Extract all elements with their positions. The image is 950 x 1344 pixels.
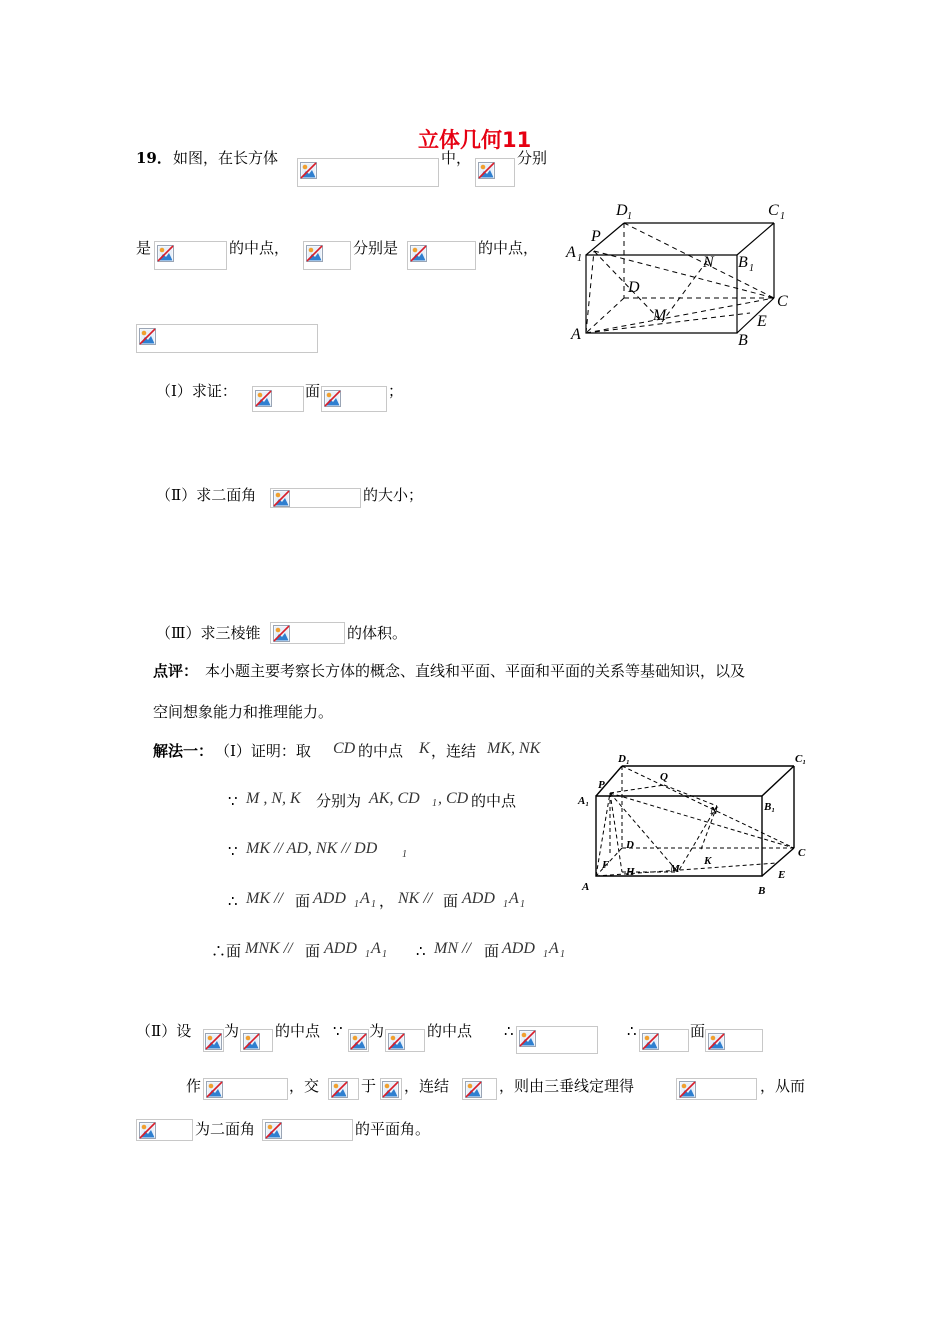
problem-number: 19． bbox=[136, 149, 172, 167]
label-m: M bbox=[670, 863, 680, 875]
math-expr: K bbox=[419, 740, 430, 757]
broken-image-icon bbox=[642, 1033, 659, 1050]
label-c1-sub: 1 bbox=[780, 211, 785, 222]
solution-text: ，从而 bbox=[760, 1077, 806, 1095]
page-title: 立体几何11 bbox=[418, 128, 532, 152]
math-expr: MK, NK bbox=[487, 740, 541, 757]
label-e: E bbox=[757, 313, 767, 330]
label-c1: C bbox=[768, 202, 779, 219]
part-3-label: （Ⅲ）求三棱锥 bbox=[156, 624, 261, 642]
problem-text: 的中点， bbox=[229, 239, 290, 257]
math-subscript: 1 bbox=[560, 949, 565, 960]
formula-image bbox=[321, 386, 387, 412]
formula-image bbox=[203, 1078, 288, 1100]
label-c: C bbox=[777, 293, 788, 310]
label-b1: B bbox=[738, 254, 748, 271]
math-subscript: 1 bbox=[503, 899, 508, 910]
broken-image-icon bbox=[273, 625, 290, 642]
solution-text: ∴面 bbox=[211, 942, 242, 960]
formula-image bbox=[639, 1029, 689, 1052]
formula-image bbox=[136, 1119, 193, 1141]
solution-label: 解法一： bbox=[153, 742, 214, 760]
broken-image-icon bbox=[350, 1033, 367, 1050]
solution-text: ，交 bbox=[289, 1077, 320, 1095]
cuboid-figure-1 bbox=[560, 195, 800, 350]
math-expr: MK // AD, NK // DD bbox=[246, 840, 378, 857]
label-d1-sub: 1 bbox=[627, 211, 632, 222]
formula-image bbox=[348, 1029, 369, 1052]
math-expr: A bbox=[371, 940, 381, 957]
solution-text: 的中点 bbox=[471, 792, 517, 810]
label-b1-sub: 1 bbox=[749, 263, 754, 274]
formula-image bbox=[328, 1078, 359, 1100]
label-p: P bbox=[598, 779, 605, 791]
formula-image bbox=[462, 1078, 497, 1100]
formula-image bbox=[136, 324, 318, 353]
solution-text: 为 bbox=[224, 1022, 240, 1040]
label-a1: A bbox=[566, 244, 576, 261]
label-b: B bbox=[738, 332, 748, 349]
solution-text: ∵ bbox=[228, 842, 238, 860]
formula-image bbox=[705, 1029, 763, 1052]
solution-text: 于 bbox=[361, 1077, 377, 1095]
formula-image bbox=[252, 386, 304, 412]
math-expr: A bbox=[509, 890, 519, 907]
math-subscript: 1 bbox=[520, 899, 525, 910]
solution-text: 面 bbox=[295, 892, 311, 910]
broken-image-icon bbox=[331, 1081, 348, 1098]
broken-image-icon bbox=[243, 1033, 260, 1050]
label-b1: B₁ bbox=[764, 801, 776, 813]
math-expr: MNK // bbox=[245, 940, 293, 957]
math-subscript: 1 bbox=[354, 899, 359, 910]
formula-image bbox=[270, 488, 361, 508]
part-1-text: 面 bbox=[305, 382, 321, 400]
math-expr: A bbox=[360, 890, 370, 907]
solution-text: （Ⅱ）设 bbox=[136, 1022, 192, 1040]
math-subscript: 1 bbox=[432, 798, 437, 809]
math-subscript: 1 bbox=[365, 949, 370, 960]
solution-text: （Ⅰ）证明：取 bbox=[215, 742, 311, 760]
solution-text: ∴ bbox=[627, 1022, 637, 1040]
label-a: A bbox=[571, 326, 581, 343]
broken-image-icon bbox=[139, 328, 156, 345]
solution-text: ∴ bbox=[504, 1022, 514, 1040]
label-a: A bbox=[582, 881, 590, 893]
solution-text: ，则由三垂线定理得 bbox=[499, 1077, 635, 1095]
solution-text: 的平面角。 bbox=[355, 1120, 431, 1138]
broken-image-icon bbox=[255, 390, 272, 407]
part-3-text: 的体积。 bbox=[347, 624, 408, 642]
solution-text: 作 bbox=[186, 1077, 202, 1095]
formula-image bbox=[516, 1026, 598, 1054]
broken-image-icon bbox=[306, 245, 323, 262]
label-c1: C₁ bbox=[795, 753, 807, 765]
math-expr: MK // bbox=[246, 890, 283, 907]
solution-text: ∴ bbox=[416, 942, 426, 960]
solution-text: 面 bbox=[443, 892, 459, 910]
broken-image-icon bbox=[519, 1030, 536, 1047]
solution-text: 为二面角 bbox=[195, 1120, 256, 1138]
broken-image-icon bbox=[708, 1033, 725, 1050]
label-n: N bbox=[710, 805, 718, 817]
label-a1-sub: 1 bbox=[577, 253, 582, 264]
part-1-label: （Ⅰ）求证： bbox=[156, 382, 237, 400]
math-expr: NK // bbox=[398, 890, 433, 907]
part-2-label: （Ⅱ）求二面角 bbox=[156, 486, 257, 504]
problem-text: 的中点， bbox=[478, 239, 539, 257]
math-subscript: 1 bbox=[402, 849, 407, 860]
formula-image bbox=[297, 158, 439, 187]
solution-text: 面 bbox=[484, 942, 500, 960]
math-expr: , CD bbox=[438, 790, 469, 807]
label-m: M bbox=[653, 307, 667, 324]
problem-text: 是 bbox=[136, 239, 152, 257]
broken-image-icon bbox=[324, 390, 341, 407]
solution-text: 的中点 bbox=[427, 1022, 473, 1040]
part-1-text: ； bbox=[388, 382, 404, 400]
comment-text: 空间想象能力和推理能力。 bbox=[153, 703, 334, 721]
solution-text: ∴ bbox=[228, 892, 238, 910]
label-f: F bbox=[602, 859, 610, 871]
math-expr: A bbox=[549, 940, 559, 957]
formula-image bbox=[240, 1029, 273, 1052]
label-d: D bbox=[626, 839, 634, 851]
cuboid-figure-2 bbox=[572, 748, 812, 898]
math-subscript: 1 bbox=[371, 899, 376, 910]
formula-image bbox=[407, 241, 476, 270]
formula-image bbox=[203, 1029, 224, 1052]
broken-image-icon bbox=[139, 1122, 156, 1139]
solution-text: 面 bbox=[305, 942, 321, 960]
solution-text: ∵ bbox=[333, 1022, 343, 1040]
label-q: Q bbox=[660, 771, 668, 783]
math-expr: AK, CD bbox=[369, 790, 420, 807]
label-d1: D bbox=[616, 202, 628, 219]
solution-text: 面 bbox=[690, 1022, 706, 1040]
solution-text: 的中点 bbox=[358, 742, 404, 760]
problem-text: 中， bbox=[441, 149, 472, 167]
broken-image-icon bbox=[265, 1122, 282, 1139]
broken-image-icon bbox=[410, 245, 427, 262]
label-e: E bbox=[778, 869, 786, 881]
math-subscript: 1 bbox=[382, 949, 387, 960]
formula-image bbox=[676, 1078, 757, 1100]
label-p: P bbox=[591, 228, 601, 245]
solution-text: 的中点 bbox=[275, 1022, 321, 1040]
label-k: K bbox=[704, 855, 712, 867]
solution-text: 为 bbox=[369, 1022, 385, 1040]
solution-text: ∵ bbox=[228, 792, 238, 810]
formula-image bbox=[270, 622, 345, 644]
math-subscript: 1 bbox=[543, 949, 548, 960]
label-c: C bbox=[798, 847, 806, 859]
solution-text: ，连结 bbox=[404, 1077, 450, 1095]
math-expr: ADD bbox=[324, 940, 357, 957]
label-b: B bbox=[758, 885, 766, 897]
broken-image-icon bbox=[157, 245, 174, 262]
math-expr: ADD bbox=[313, 890, 346, 907]
label-h: H bbox=[626, 866, 635, 878]
formula-image bbox=[154, 241, 227, 270]
broken-image-icon bbox=[205, 1033, 222, 1050]
formula-image bbox=[385, 1029, 425, 1052]
comment-text: 本小题主要考察长方体的概念、直线和平面、平面和平面的关系等基础知识，以及 bbox=[205, 662, 746, 680]
broken-image-icon bbox=[206, 1081, 223, 1098]
problem-text: 分别是 bbox=[353, 239, 399, 257]
formula-image bbox=[475, 158, 515, 187]
label-d: D bbox=[628, 279, 640, 296]
formula-image bbox=[380, 1078, 402, 1100]
broken-image-icon bbox=[465, 1081, 482, 1098]
math-expr: ADD bbox=[502, 940, 535, 957]
broken-image-icon bbox=[478, 162, 495, 179]
solution-text: 分别为 bbox=[316, 792, 362, 810]
math-expr: MN // bbox=[434, 940, 471, 957]
broken-image-icon bbox=[300, 162, 317, 179]
broken-image-icon bbox=[382, 1081, 399, 1098]
broken-image-icon bbox=[679, 1081, 696, 1098]
problem-text: 分别 bbox=[517, 149, 548, 167]
math-expr: ADD bbox=[462, 890, 495, 907]
math-expr: CD bbox=[333, 740, 356, 757]
part-2-text: 的大小； bbox=[363, 486, 424, 504]
formula-image bbox=[303, 241, 351, 270]
solution-text: ， bbox=[379, 892, 395, 910]
label-n: N bbox=[703, 254, 714, 271]
label-d1: D₁ bbox=[618, 753, 630, 765]
broken-image-icon bbox=[273, 490, 290, 507]
comment-label: 点评： bbox=[153, 662, 199, 680]
formula-image bbox=[262, 1119, 353, 1141]
label-a1: A₁ bbox=[578, 795, 590, 807]
solution-text: ，连结 bbox=[431, 742, 477, 760]
math-expr: M , N, K bbox=[246, 790, 301, 807]
problem-text: 如图，在长方体 bbox=[173, 149, 279, 167]
broken-image-icon bbox=[388, 1033, 405, 1050]
